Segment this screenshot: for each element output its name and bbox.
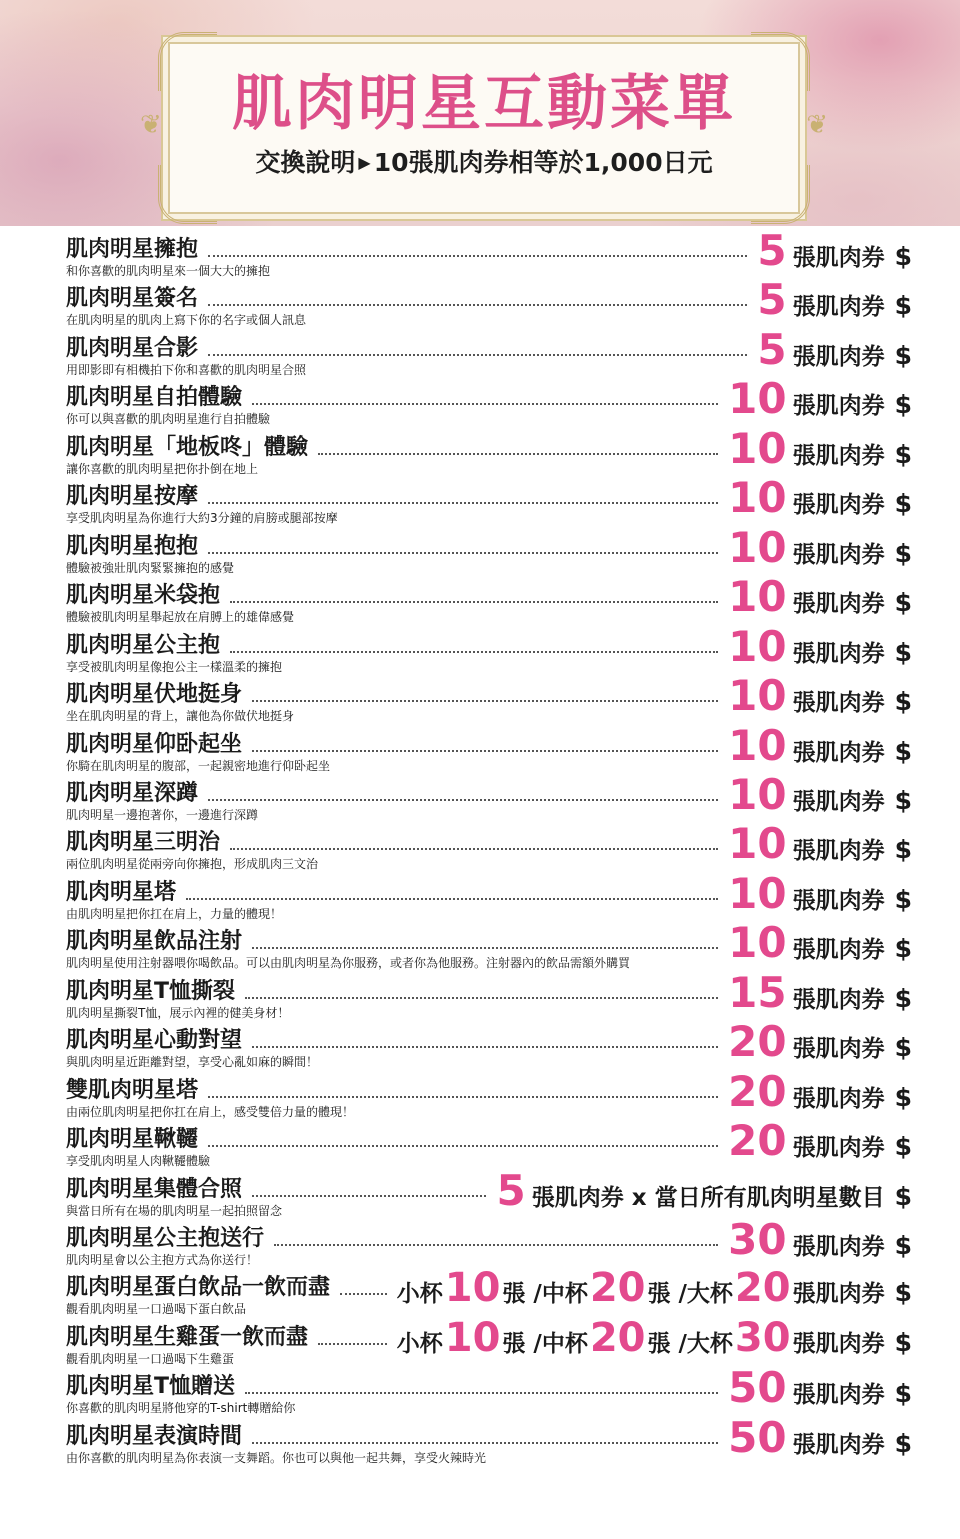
dollar-icon: $ bbox=[894, 737, 912, 766]
price-unit: 張肌肉券 bbox=[792, 1382, 885, 1408]
menu-item-name: 肌肉明星T恤贈送 bbox=[66, 1376, 241, 1398]
price-unit: 張 / bbox=[502, 1331, 542, 1357]
menu-item-description: 享受肌肉明星為你進行大約3分鐘的肩膀或腿部按摩 bbox=[66, 511, 338, 525]
menu-item bbox=[0, 1413, 960, 1469]
menu-item-name: 肌肉明星伏地挺身 bbox=[66, 684, 248, 706]
dotted-leader bbox=[230, 848, 718, 850]
dotted-leader bbox=[208, 552, 718, 554]
menu-item-name: 肌肉明星生雞蛋一飲而盡 bbox=[66, 1327, 314, 1349]
dotted-leader bbox=[230, 651, 718, 653]
menu-item bbox=[0, 473, 960, 529]
dollar-icon: $ bbox=[894, 588, 912, 617]
menu-item-price bbox=[722, 1363, 912, 1412]
price-number: 10 bbox=[728, 473, 787, 522]
dotted-leader bbox=[245, 997, 718, 999]
menu-item-description: 享受被肌肉明星像抱公主一樣溫柔的擁抱 bbox=[66, 660, 283, 674]
menu-item-description: 與肌肉明星近距離對望，享受心亂如麻的瞬間！ bbox=[66, 1055, 319, 1069]
menu-item-description: 肌肉明星會以公主抱方式為你送行！ bbox=[66, 1253, 259, 1267]
price-unit: 張肌肉券 bbox=[792, 492, 885, 518]
menu-item-name: 肌肉明星「地板咚」體驗 bbox=[66, 437, 314, 459]
price-unit: 張肌肉券 bbox=[792, 344, 885, 370]
menu-item bbox=[0, 325, 960, 381]
menu-item-price bbox=[722, 523, 912, 572]
dotted-leader bbox=[208, 354, 747, 356]
menu-item-description: 由兩位肌肉明星把你扛在肩上，感受雙倍力量的體現！ bbox=[66, 1105, 355, 1119]
menu-item-description: 體驗被肌肉明星舉起放在肩膊上的雄偉感覺 bbox=[66, 610, 295, 624]
price-unit: 張肌肉券 bbox=[792, 740, 885, 766]
price-unit: 張肌肉券 bbox=[792, 1135, 885, 1161]
menu-item-description: 你喜歡的肌肉明星將他穿的T-shirt轉贈給你 bbox=[66, 1401, 296, 1415]
price-number: 20 bbox=[589, 1265, 646, 1311]
menu-item-price bbox=[751, 325, 912, 374]
price-number: 20 bbox=[734, 1265, 791, 1311]
dollar-icon: $ bbox=[894, 1182, 912, 1211]
price-unit: 張 / bbox=[647, 1281, 687, 1307]
menu-item-description: 觀看肌肉明星一口過喝下生雞蛋 bbox=[66, 1352, 235, 1366]
menu-item-name: 肌肉明星三明治 bbox=[66, 832, 226, 854]
menu-item-description: 用即影即有相機拍下你和喜歡的肌肉明星合照 bbox=[66, 363, 307, 377]
cup-size-label: 大杯 bbox=[686, 1281, 733, 1307]
price-unit: 張肌肉券 bbox=[792, 443, 885, 469]
menu-item-price bbox=[751, 226, 912, 275]
dotted-leader bbox=[252, 947, 718, 949]
dollar-icon: $ bbox=[894, 341, 912, 370]
dollar-icon: $ bbox=[894, 1033, 912, 1062]
dotted-leader bbox=[340, 1293, 387, 1295]
price-number: 20 bbox=[589, 1315, 646, 1361]
menu-item-price bbox=[722, 671, 912, 720]
menu-item bbox=[0, 226, 960, 282]
header-banner bbox=[0, 0, 960, 226]
exchange-note bbox=[170, 150, 798, 175]
dotted-leader bbox=[208, 304, 747, 306]
dollar-icon: $ bbox=[894, 1379, 912, 1408]
menu-item-price bbox=[722, 721, 912, 770]
flourish-icon: ❦ bbox=[806, 110, 828, 140]
dollar-icon: $ bbox=[894, 489, 912, 518]
cup-size-label: 大杯 bbox=[686, 1331, 733, 1357]
menu-item bbox=[0, 523, 960, 579]
price-unit: 張肌肉券 bbox=[792, 690, 885, 716]
menu-item-price bbox=[722, 968, 912, 1017]
price-unit: 張 / bbox=[647, 1331, 687, 1357]
price-unit: 張肌肉券 x 當日所有肌肉明星數目 bbox=[531, 1185, 885, 1211]
price-number: 10 bbox=[728, 770, 787, 819]
menu-item-description: 肌肉明星一邊抱著你，一邊進行深蹲 bbox=[66, 808, 259, 822]
menu-item-name: 肌肉明星公主抱 bbox=[66, 635, 226, 657]
menu-item bbox=[0, 1017, 960, 1073]
menu-item-name: 肌肉明星仰卧起坐 bbox=[66, 734, 248, 756]
price-number: 5 bbox=[757, 226, 787, 275]
menu-item-name: 肌肉明星自拍體驗 bbox=[66, 387, 248, 409]
price-unit: 張肌肉券 bbox=[792, 542, 885, 568]
menu-item bbox=[0, 275, 960, 331]
menu-item bbox=[0, 572, 960, 628]
menu-item-description: 你騎在肌肉明星的腹部，一起親密地進行仰卧起坐 bbox=[66, 759, 331, 773]
price-unit: 張 / bbox=[502, 1281, 542, 1307]
menu-item-description: 肌肉明星使用注射器喂你喝飲品。可以由肌肉明星為你服務，或者你為他服務。注射器內的飲品需額外購買 bbox=[66, 956, 631, 970]
price-number: 10 bbox=[728, 572, 787, 621]
price-number: 10 bbox=[728, 374, 787, 423]
dollar-icon: $ bbox=[894, 1231, 912, 1260]
menu-item-price bbox=[722, 374, 912, 423]
dotted-leader bbox=[208, 255, 747, 257]
cup-size-label: 中杯 bbox=[541, 1331, 588, 1357]
menu-item-name: 肌肉明星簽名 bbox=[66, 288, 204, 310]
price-number: 30 bbox=[728, 1215, 787, 1264]
cup-size-label: 小杯 bbox=[396, 1281, 443, 1307]
price-number: 10 bbox=[728, 721, 787, 770]
price-number: 30 bbox=[734, 1315, 791, 1361]
menu-item-price bbox=[722, 918, 912, 967]
dollar-icon: $ bbox=[894, 934, 912, 963]
menu-item-description: 享受肌肉明星人肉鞦韆體驗 bbox=[66, 1154, 211, 1168]
dotted-leader bbox=[318, 453, 718, 455]
dotted-leader bbox=[186, 898, 718, 900]
menu-item bbox=[0, 1315, 960, 1370]
price-unit: 張肌肉券 bbox=[792, 1281, 885, 1307]
price-unit: 張肌肉券 bbox=[792, 987, 885, 1013]
menu-item bbox=[0, 819, 960, 875]
menu-item-description: 坐在肌肉明星的背上，讓他為你做伏地挺身 bbox=[66, 709, 295, 723]
dotted-leader bbox=[252, 1046, 718, 1048]
price-number: 20 bbox=[728, 1067, 787, 1116]
dotted-leader bbox=[252, 1442, 718, 1444]
price-number: 10 bbox=[728, 622, 787, 671]
menu-item-price bbox=[722, 1116, 912, 1165]
menu-item-price bbox=[722, 770, 912, 819]
price-number: 5 bbox=[757, 325, 787, 374]
menu-item-name: 肌肉明星表演時間 bbox=[66, 1426, 248, 1448]
menu-item bbox=[0, 968, 960, 1024]
menu-item-price bbox=[722, 572, 912, 621]
price-unit: 張肌肉券 bbox=[792, 1086, 885, 1112]
price-number: 10 bbox=[444, 1265, 501, 1311]
price-unit: 張肌肉券 bbox=[792, 1234, 885, 1260]
menu-item bbox=[0, 770, 960, 826]
dotted-leader bbox=[252, 750, 718, 752]
dotted-leader bbox=[245, 1392, 718, 1394]
price-number: 10 bbox=[728, 819, 787, 868]
menu-item-description: 和你喜歡的肌肉明星來一個大大的擁抱 bbox=[66, 264, 271, 278]
price-unit: 張肌肉券 bbox=[792, 245, 885, 271]
menu-item-name: 肌肉明星塔 bbox=[66, 882, 182, 904]
dollar-icon: $ bbox=[894, 1328, 912, 1357]
menu-item bbox=[0, 424, 960, 480]
menu-item-price bbox=[491, 1166, 913, 1215]
dollar-icon: $ bbox=[894, 786, 912, 815]
menu-item bbox=[0, 374, 960, 430]
menu-item-name: 肌肉明星按摩 bbox=[66, 486, 204, 508]
price-number: 10 bbox=[728, 523, 787, 572]
menu-item-price bbox=[391, 1315, 912, 1361]
dotted-leader bbox=[252, 403, 718, 405]
price-unit: 張肌肉券 bbox=[792, 294, 885, 320]
dotted-leader bbox=[274, 1244, 718, 1246]
dollar-icon: $ bbox=[894, 242, 912, 271]
dollar-icon: $ bbox=[894, 539, 912, 568]
dotted-leader bbox=[230, 601, 718, 603]
price-unit: 張肌肉券 bbox=[792, 789, 885, 815]
menu-item bbox=[0, 869, 960, 925]
price-number: 20 bbox=[728, 1116, 787, 1165]
menu-item-description: 你可以與喜歡的肌肉明星進行自拍體驗 bbox=[66, 412, 271, 426]
menu-item-description: 讓你喜歡的肌肉明星把你扑倒在地上 bbox=[66, 462, 259, 476]
menu-item-price bbox=[722, 1413, 912, 1462]
dollar-icon: $ bbox=[894, 440, 912, 469]
price-number: 10 bbox=[728, 671, 787, 720]
title-card bbox=[140, 42, 828, 214]
price-number: 5 bbox=[757, 275, 787, 324]
price-unit: 張肌肉券 bbox=[792, 1432, 885, 1458]
menu-item-description: 體驗被強壯肌肉緊緊擁抱的感覺 bbox=[66, 561, 235, 575]
menu-item bbox=[0, 671, 960, 727]
menu-item bbox=[0, 1265, 960, 1320]
dollar-icon: $ bbox=[894, 1278, 912, 1307]
dollar-icon: $ bbox=[894, 1132, 912, 1161]
price-number: 10 bbox=[728, 918, 787, 967]
dotted-leader bbox=[208, 1145, 718, 1147]
price-number: 10 bbox=[728, 869, 787, 918]
exchange-rate: 10張肌肉券相等於1,000日元 bbox=[373, 148, 713, 177]
menu-item-price bbox=[722, 1215, 912, 1264]
menu-item-price bbox=[722, 1017, 912, 1066]
menu-item-price bbox=[722, 473, 912, 522]
price-unit: 張肌肉券 bbox=[792, 838, 885, 864]
menu-item bbox=[0, 1363, 960, 1419]
price-number: 20 bbox=[728, 1017, 787, 1066]
price-unit: 張肌肉券 bbox=[792, 888, 885, 914]
price-number: 10 bbox=[728, 424, 787, 473]
cup-size-label: 小杯 bbox=[396, 1331, 443, 1357]
menu-item-description: 在肌肉明星的肌肉上寫下你的名字或個人訊息 bbox=[66, 313, 307, 327]
menu-item-price bbox=[722, 819, 912, 868]
price-number: 10 bbox=[444, 1315, 501, 1361]
menu-item-name: 肌肉明星擁抱 bbox=[66, 239, 204, 261]
dollar-icon: $ bbox=[894, 291, 912, 320]
menu-item bbox=[0, 1067, 960, 1123]
cup-size-label: 中杯 bbox=[541, 1281, 588, 1307]
dotted-leader bbox=[208, 1096, 718, 1098]
menu-item-name: 肌肉明星米袋抱 bbox=[66, 585, 226, 607]
menu-item-description: 兩位肌肉明星從兩旁向你擁抱，形成肌肉三文治 bbox=[66, 857, 319, 871]
dotted-leader bbox=[252, 1195, 486, 1197]
price-unit: 張肌肉券 bbox=[792, 591, 885, 617]
dollar-icon: $ bbox=[894, 984, 912, 1013]
menu-item bbox=[0, 721, 960, 777]
dotted-leader bbox=[252, 700, 718, 702]
price-unit: 張肌肉券 bbox=[792, 1036, 885, 1062]
menu-item bbox=[0, 1166, 960, 1222]
price-unit: 張肌肉券 bbox=[792, 1331, 885, 1357]
price-unit: 張肌肉券 bbox=[792, 937, 885, 963]
triangle-arrow-icon: ▶ bbox=[358, 153, 371, 172]
menu-item-name: 肌肉明星飲品注射 bbox=[66, 931, 248, 953]
page-title: 肌肉明星互動菜單 bbox=[232, 69, 736, 139]
price-number: 50 bbox=[728, 1413, 787, 1462]
menu-item-description: 與當日所有在場的肌肉明星一起拍照留念 bbox=[66, 1204, 283, 1218]
dollar-icon: $ bbox=[894, 687, 912, 716]
menu-item-name: 肌肉明星T恤撕裂 bbox=[66, 981, 241, 1003]
menu-item-name: 肌肉明星鞦韆 bbox=[66, 1129, 204, 1151]
price-number: 5 bbox=[496, 1166, 526, 1215]
menu-item-name: 肌肉明星心動對望 bbox=[66, 1030, 248, 1052]
menu-item-price bbox=[751, 275, 912, 324]
menu-item-name: 肌肉明星合影 bbox=[66, 338, 204, 360]
price-number: 15 bbox=[728, 968, 787, 1017]
menu-item-price bbox=[722, 622, 912, 671]
menu-item-name: 肌肉明星深蹲 bbox=[66, 783, 204, 805]
dollar-icon: $ bbox=[894, 885, 912, 914]
menu-item-description: 肌肉明星撕裂T恤，展示內裡的健美身材！ bbox=[66, 1006, 290, 1020]
dollar-icon: $ bbox=[894, 1429, 912, 1458]
menu-item-description: 觀看肌肉明星一口過喝下蛋白飲品 bbox=[66, 1302, 247, 1316]
price-unit: 張肌肉券 bbox=[792, 393, 885, 419]
dollar-icon: $ bbox=[894, 835, 912, 864]
menu-item bbox=[0, 622, 960, 678]
menu-item-description: 由你喜歡的肌肉明星為你表演一支舞蹈。你也可以與他一起共舞，享受火辣時光 bbox=[66, 1451, 487, 1465]
flourish-icon: ❦ bbox=[140, 110, 162, 140]
menu-item-name: 肌肉明星公主抱送行 bbox=[66, 1228, 270, 1250]
dollar-icon: $ bbox=[894, 390, 912, 419]
dollar-icon: $ bbox=[894, 638, 912, 667]
menu-item-name: 雙肌肉明星塔 bbox=[66, 1080, 204, 1102]
menu-item bbox=[0, 918, 960, 974]
exchange-label: 交換說明 bbox=[255, 148, 356, 177]
menu-item-price bbox=[722, 424, 912, 473]
menu-item-description: 由肌肉明星把你扛在肩上，力量的體現！ bbox=[66, 907, 283, 921]
menu-item-name: 肌肉明星抱抱 bbox=[66, 536, 204, 558]
dotted-leader bbox=[208, 799, 718, 801]
menu-item-price bbox=[722, 869, 912, 918]
menu-item-price bbox=[722, 1067, 912, 1116]
dotted-leader bbox=[318, 1343, 387, 1345]
menu-item-name: 肌肉明星集體合照 bbox=[66, 1179, 248, 1201]
menu-item bbox=[0, 1116, 960, 1172]
price-number: 50 bbox=[728, 1363, 787, 1412]
price-unit: 張肌肉券 bbox=[792, 641, 885, 667]
dotted-leader bbox=[208, 502, 718, 504]
dollar-icon: $ bbox=[894, 1083, 912, 1112]
menu-item-name: 肌肉明星蛋白飲品一飲而盡 bbox=[66, 1277, 336, 1299]
menu-item-price bbox=[391, 1265, 912, 1311]
